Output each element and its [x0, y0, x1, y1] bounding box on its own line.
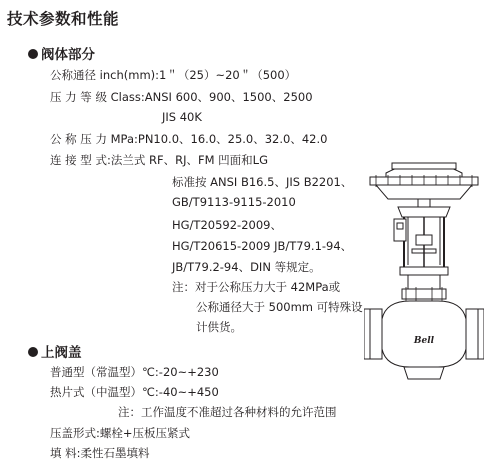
- row-pressure-class: 压 力 等 级 Class:ANSI 600、900、1500、2500: [50, 90, 313, 104]
- row-connection-jb: JB/T79.2-94、DIN 等规定。: [172, 260, 321, 274]
- row-connection-standards: 标准按 ANSI B16.5、JIS B2201、: [172, 175, 353, 189]
- row-connection-hg2: HG/T20615-2009 JB/T79.1-94、: [172, 239, 353, 253]
- row-nominal-pressure: 公 称 压 力 MPa:PN10.0、16.0、25.0、32.0、42.0: [50, 132, 328, 146]
- row-pressure-class-jis: JIS 40K: [162, 110, 202, 124]
- row-nominal-size: 公称通径 inch(mm):1＂（25）~20＂（500）: [50, 68, 297, 82]
- row-packing: 填 料:柔性石墨填料: [50, 446, 150, 460]
- body-note-2: 公称通径大于 500mm 可特殊设: [196, 300, 363, 314]
- body-note-3: 计供货。: [196, 320, 242, 334]
- row-connection-gb: GB/T9113-9115-2010: [172, 195, 296, 209]
- section-bonnet-heading: 上阀盖: [28, 341, 82, 361]
- row-connection-type: 连 接 型 式:法兰式 RF、RJ、FM 凹面和LG: [50, 153, 268, 167]
- row-normal-temp: 普通型（常温型）℃:-20~+230: [50, 365, 219, 379]
- bonnet-note: 注：工作温度不准超过各种材料的允许范围: [118, 405, 337, 419]
- bullet-icon: [28, 49, 38, 59]
- page-title: 技术参数和性能: [7, 10, 120, 28]
- brand-logo: Bell: [413, 336, 435, 346]
- row-gland-type: 压盖形式:螺栓+压板压紧式: [50, 426, 191, 440]
- row-medium-temp: 热片式（中温型）℃:-40~+450: [50, 385, 219, 399]
- section-body-heading: 阀体部分: [28, 43, 95, 63]
- body-note-1: 注：对于公称压力大于 42MPa或: [172, 280, 341, 294]
- control-valve-drawing: [364, 157, 484, 387]
- row-connection-hg1: HG/T20592-2009、: [172, 218, 282, 232]
- bullet-icon: [28, 347, 38, 357]
